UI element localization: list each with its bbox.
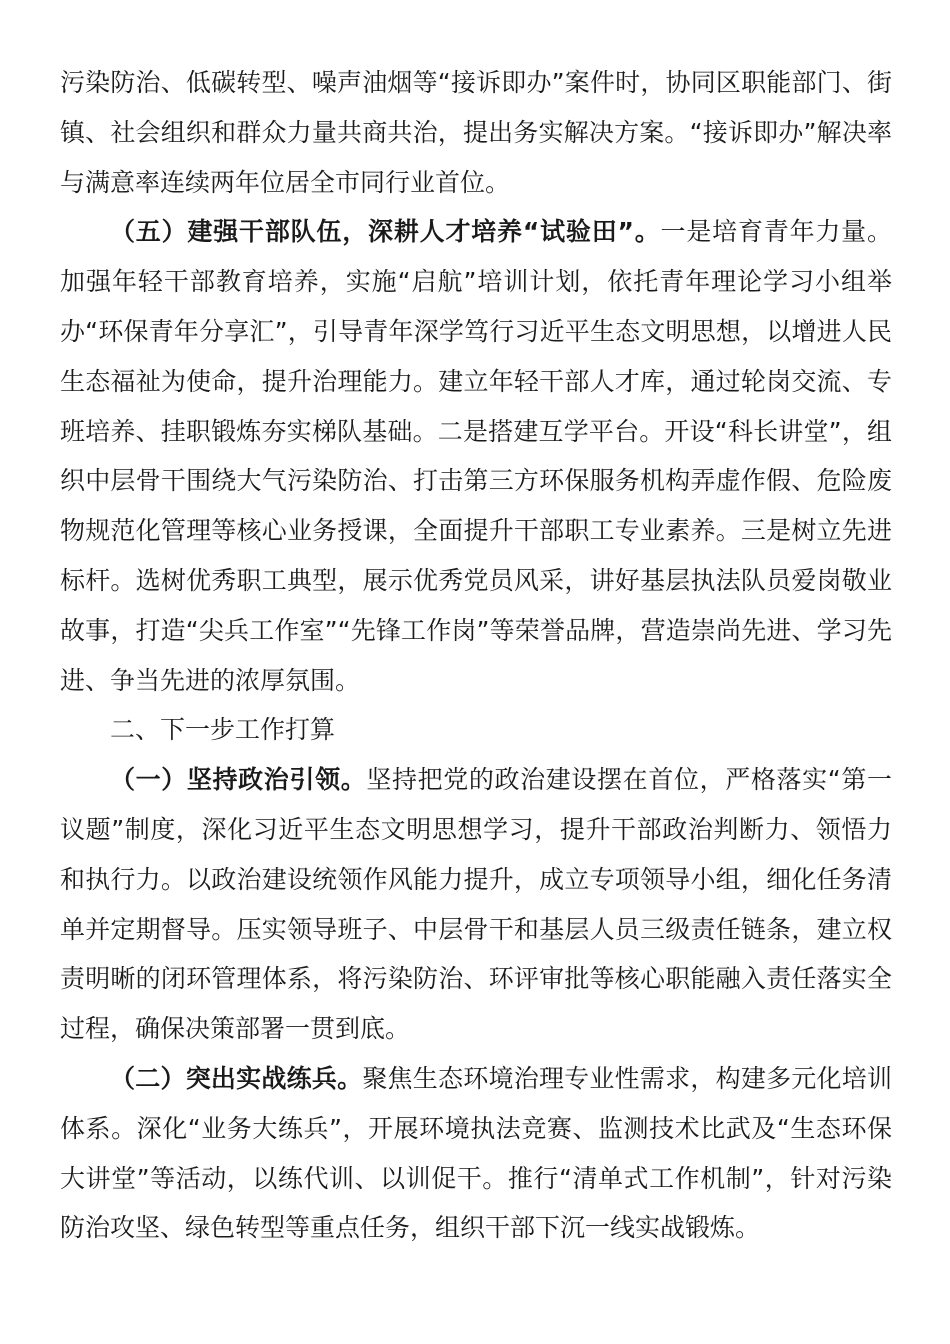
paragraph-heading: （二）突出实战练兵。 [110,1063,363,1093]
paragraph-text: 污染防治、低碳转型、噪声油烟等“接诉即办”案件时，协同区职能部门、街镇、社会组织和群众力量共商共治，提出务实解决方案。“接诉即办”解决率与满意率连续两年位居全市同行业首位。 [60,68,892,197]
paragraph-text: 坚持把党的政治建设摆在首位，严格落实“第一议题”制度，深化习近平生态文明思想学习，提升干部政治判断力、领悟力和执行力。以政治建设统领作风能力提升，成立专项领导小组，细化任务清单并定期督导。压实领导班子、中层骨干和基层人员三级责任链条，建立权责明晰的闭环管理体系，将污染防治、环评审批等核心职能融入责任落实全过程，确保决策部署一贯到底。 [60,765,892,1044]
section-title [60,705,892,755]
paragraph-continuation [60,58,892,207]
paragraph-practical-training [60,1054,892,1253]
paragraph-political-leadership [60,755,892,1054]
paragraph-talent-training [60,207,892,705]
section-title-text: 二、下一步工作打算 [110,715,336,745]
paragraph-heading: （五）建强干部队伍，深耕人才培养“试验田”。 [110,217,661,247]
document-page [60,58,892,1253]
paragraph-text: 聚焦生态环境治理专业性需求，构建多元化培训体系。深化“业务大练兵”，开展环境执法竞赛、监测技术比武及“生态环保大讲堂”等活动，以练代训、以训促干。推行“清单式工作机制”，针对污染防治攻坚、绿色转型等重点任务，组织干部下沉一线实战锻炼。 [60,1063,892,1243]
paragraph-text: 一是培育青年力量。加强年轻干部教育培养，实施“启航”培训计划，依托青年理论学习小组举办“环保青年分享汇”，引导青年深学笃行习近平生态文明思想，以增进人民生态福祉为使命，提升治理能力。建立年轻干部人才库，通过轮岗交流、专班培养、挂职锻炼夯实梯队基础。二是搭建互学平台。开设“科长讲堂”，组织中层骨干围绕大气污染防治、打击第三方环保服务机构弄虚作假、危险废物规范化管理等核心业务授课，全面提升干部职工专业素养。三是树立先进标杆。选树优秀职工典型，展示优秀党员风采，讲好基层执法队员爱岗敬业故事，打造“尖兵工作室”“先锋工作岗”等荣誉品牌，营造崇尚先进、学习先进、争当先进的浓厚氛围。 [60,217,892,695]
paragraph-heading: （一）坚持政治引领。 [110,765,367,795]
